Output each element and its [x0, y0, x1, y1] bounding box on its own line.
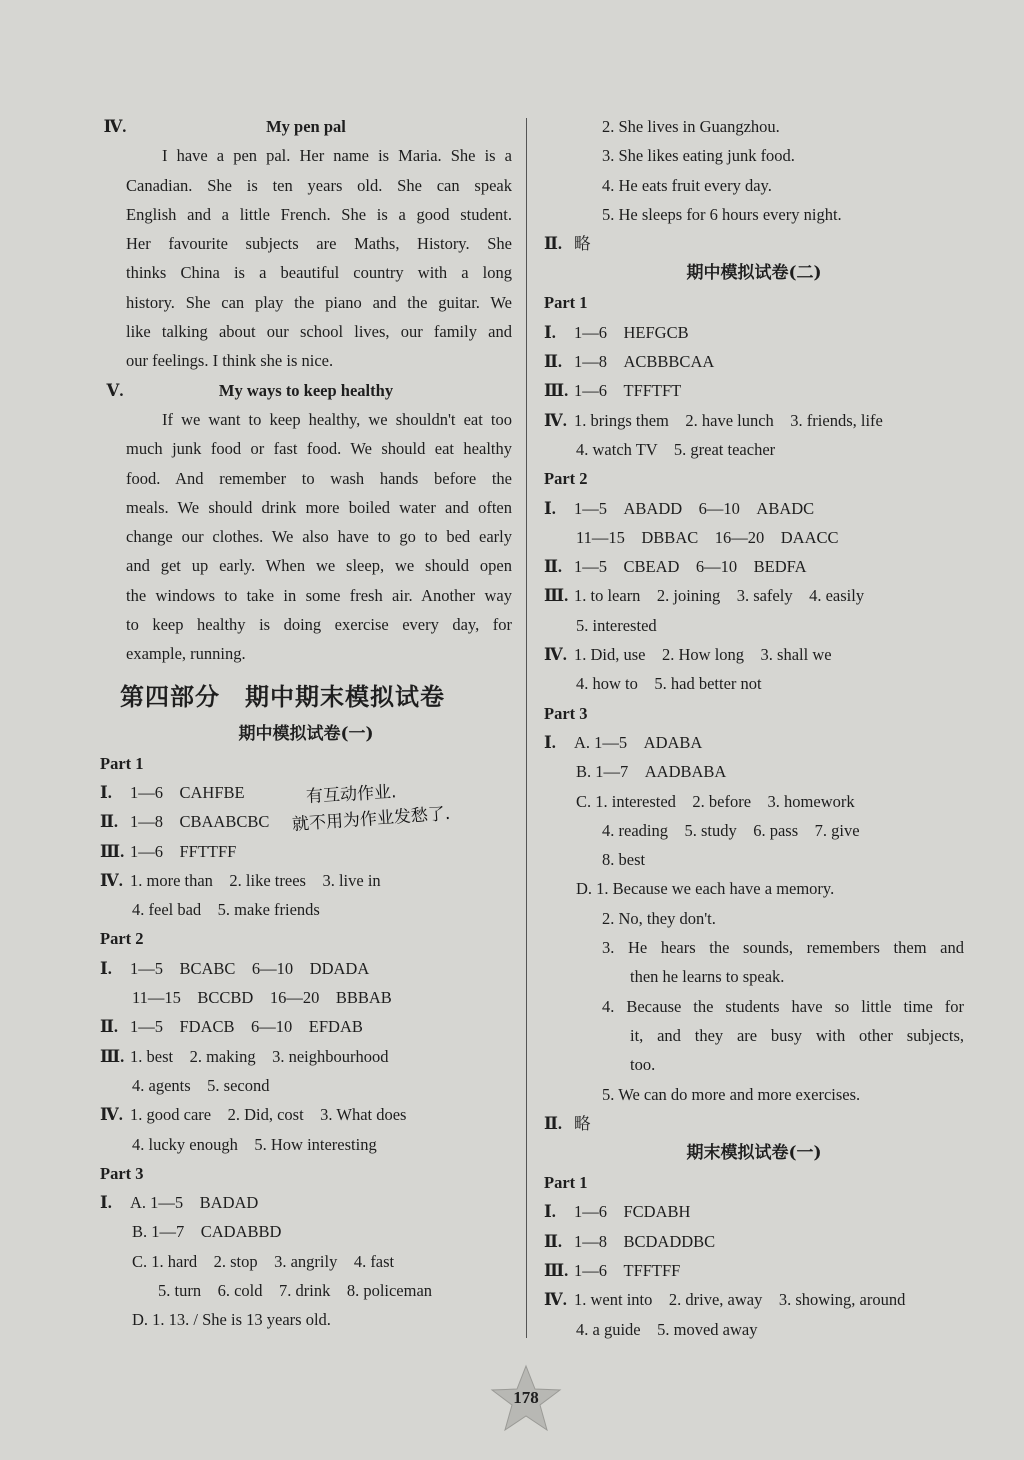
roman-numeral: Ⅱ. — [544, 1231, 563, 1251]
answer-row — [100, 837, 512, 866]
essay-line: meals. We should drink more boiled water and often — [126, 497, 512, 517]
roman-numeral: Ⅳ. — [544, 410, 567, 430]
answer-text: 1—5 FDACB 6—10 EFDAB — [130, 1017, 363, 1037]
handwritten-note-line2: 就不用为作业发愁了. — [291, 803, 451, 835]
answer-continuation: 5. turn 6. cold 7. drink 8. policeman — [158, 1280, 433, 1300]
essay-title-text: My ways to keep healthy — [218, 380, 394, 400]
answer-text: 1—5 BCABC 6—10 DDADA — [130, 958, 370, 978]
essay-v-title — [100, 376, 512, 405]
answer-row — [544, 1109, 964, 1138]
essay-line: If we want to keep healthy, we shouldn't eat too — [162, 409, 512, 429]
essay-line: Her favourite subjects are Maths, History. She — [126, 234, 512, 254]
answer-text: 1. best 2. making 3. neighbourhood — [130, 1046, 389, 1066]
exam-title: 期中模拟试卷(二) — [686, 263, 822, 284]
part-label: Part 1 — [100, 753, 144, 773]
answer-text: 1. to learn 2. joining 3. safely 4. easily — [574, 586, 865, 606]
answer-row — [544, 581, 964, 610]
roman-numeral: Ⅳ. — [100, 870, 123, 890]
answer-text: 略 — [574, 234, 591, 254]
answer-row — [544, 229, 964, 258]
roman-numeral: Ⅰ. — [544, 1202, 556, 1222]
roman-numeral: Ⅳ. — [544, 1290, 567, 1310]
essay-line: the windows to take in some fresh air. Another way — [126, 585, 512, 605]
essay-line: much junk food or fast food. We should eat healthy — [126, 439, 512, 459]
answer-text: 1—8 ACBBBCAA — [574, 352, 715, 372]
answer-row — [544, 1285, 964, 1314]
answer-text: 1—5 ABADD 6—10 ABADC — [574, 498, 815, 518]
answer-continuation: 5. interested — [576, 615, 657, 635]
answer-row — [544, 376, 964, 405]
answer-row — [544, 347, 964, 376]
answer-row — [544, 318, 964, 347]
page-number: 178 — [513, 1388, 539, 1407]
answer-row: 5. He sleeps for 6 hours every night. — [602, 204, 842, 224]
answer-text: A. 1—5 ADABA — [574, 732, 703, 752]
essay-line: change our clothes. We also have to go to bed early — [126, 527, 512, 547]
essay-line: history. She can play the piano and the guitar. We — [126, 292, 512, 312]
answer-continuation: 4. a guide 5. moved away — [576, 1319, 758, 1339]
answer-row — [544, 1197, 964, 1226]
answer-continuation: 4. feel bad 5. make friends — [132, 900, 320, 920]
answer-continuation: 4. reading 5. study 6. pass 7. give — [602, 820, 860, 840]
answer-row — [544, 1256, 964, 1285]
answer-row: D. 1. Because we each have a memory. — [576, 879, 835, 899]
answer-row — [544, 406, 964, 435]
answer-text: 1—6 CAHFBE — [130, 782, 245, 802]
answer-row: 3. He hears the sounds, remembers them and — [602, 938, 964, 958]
essay-title-text: My pen pal — [266, 117, 346, 136]
answer-text: 1—6 TFFTFF — [574, 1260, 681, 1280]
answer-row: B. 1—7 AADBABA — [576, 762, 727, 782]
essay-line: our feelings. I think she is nice. — [126, 351, 334, 371]
answer-row: 3. She likes eating junk food. — [602, 146, 795, 166]
answer-row — [544, 494, 964, 523]
answer-continuation: 8. best — [602, 850, 646, 870]
answer-row — [100, 1012, 512, 1041]
answer-row — [100, 866, 512, 895]
answer-text: 1—6 HEFGCB — [574, 322, 689, 342]
answer-text: 1. good care 2. Did, cost 3. What does — [130, 1105, 407, 1125]
roman-numeral: Ⅰ. — [100, 1193, 112, 1213]
answer-continuation: 11—15 BCCBD 16—20 BBBAB — [132, 988, 392, 1008]
essay-line: to keep healthy is doing exercise every day, for — [126, 615, 512, 635]
part-label: Part 2 — [100, 929, 144, 949]
answer-continuation: then he learns to speak. — [630, 967, 785, 987]
essay-line: thinks China is a beautiful country with a long — [126, 263, 512, 283]
roman-numeral: Ⅴ. — [106, 380, 124, 400]
roman-numeral: Ⅰ. — [544, 322, 556, 342]
essay-line: like talking about our school lives, our family and — [126, 322, 512, 342]
essay-line: I have a pen pal. Her name is Maria. She is a — [162, 146, 512, 166]
roman-numeral: Ⅱ. — [544, 234, 563, 254]
essay-line: food. And remember to wash hands before the — [126, 468, 512, 488]
answer-text: 1. brings them 2. have lunch 3. friends, life — [574, 410, 883, 430]
answer-row: 4. Because the students have so little time for — [602, 996, 964, 1016]
right-column — [544, 112, 964, 1344]
essay-iv-title — [100, 112, 512, 141]
answer-row: 5. We can do more and more exercises. — [602, 1084, 861, 1104]
roman-numeral: Ⅱ. — [544, 352, 563, 372]
answer-continuation: 4. watch TV 5. great teacher — [576, 439, 776, 459]
answer-continuation: 4. agents 5. second — [132, 1075, 270, 1095]
roman-numeral: Ⅳ. — [103, 117, 127, 136]
answer-text: 1. Did, use 2. How long 3. shall we — [574, 645, 832, 665]
part-label: Part 1 — [544, 1173, 588, 1193]
essay-line: example, running. — [126, 644, 246, 664]
answer-row: 2. No, they don't. — [602, 908, 716, 928]
roman-numeral: Ⅱ. — [544, 1113, 563, 1133]
section-heading: 第四部分 期中期末模拟试卷 — [120, 682, 445, 711]
answer-text: 1—6 TFFTFT — [574, 381, 682, 401]
answer-row — [544, 640, 964, 669]
answer-row — [544, 552, 964, 581]
answer-row — [544, 728, 964, 757]
part-label: Part 3 — [544, 703, 588, 723]
page-number-star — [490, 1364, 562, 1436]
roman-numeral: Ⅰ. — [100, 782, 112, 802]
answer-text: 略 — [574, 1113, 591, 1133]
handwritten-note-line1: 有互动作业. — [305, 782, 397, 807]
answer-text: 1—6 FFTTFF — [130, 841, 237, 861]
answer-row: 2. She lives in Guangzhou. — [602, 117, 780, 136]
answer-row: B. 1—7 CADABBD — [132, 1222, 282, 1242]
part-label: Part 1 — [544, 293, 588, 313]
answer-text: 1—5 CBEAD 6—10 BEDFA — [574, 557, 807, 577]
left-column — [100, 112, 512, 1335]
answer-row: C. 1. hard 2. stop 3. angrily 4. fast — [132, 1251, 395, 1271]
roman-numeral: Ⅰ. — [544, 732, 556, 752]
column-divider — [526, 118, 527, 1338]
answer-row: D. 1. 13. / She is 13 years old. — [132, 1310, 331, 1330]
answer-continuation: 4. how to 5. had better not — [576, 674, 762, 694]
roman-numeral: Ⅲ. — [544, 381, 569, 401]
exam-title: 期中模拟试卷(一) — [238, 723, 374, 744]
roman-numeral: Ⅲ. — [544, 586, 569, 606]
roman-numeral: Ⅱ. — [544, 557, 563, 577]
answer-row — [544, 1227, 964, 1256]
essay-line: English and a little French. She is a good student. — [126, 204, 512, 224]
answer-row: C. 1. interested 2. before 3. homework — [576, 791, 855, 811]
answer-row — [100, 1100, 512, 1129]
essay-line: Canadian. She is ten years old. She can speak — [126, 175, 512, 195]
roman-numeral: Ⅲ. — [100, 841, 125, 861]
answer-row — [100, 1042, 512, 1071]
answer-text: 1—8 BCDADDBC — [574, 1231, 716, 1251]
answer-continuation: it, and they are busy with other subjects, — [630, 1025, 964, 1045]
exam-title: 期末模拟试卷(一) — [686, 1143, 822, 1164]
answer-row — [100, 954, 512, 983]
answer-text: A. 1—5 BADAD — [130, 1193, 259, 1213]
essay-line: and get up early. When we sleep, we should open — [126, 556, 512, 576]
answer-text: 1. went into 2. drive, away 3. showing, around — [574, 1290, 906, 1310]
answer-text: 1—6 FCDABH — [574, 1202, 691, 1222]
roman-numeral: Ⅲ. — [100, 1046, 125, 1066]
roman-numeral: Ⅰ. — [544, 498, 556, 518]
answer-continuation: too. — [630, 1055, 656, 1075]
roman-numeral: Ⅳ. — [100, 1105, 123, 1125]
answer-row: 4. He eats fruit every day. — [602, 175, 772, 195]
roman-numeral: Ⅰ. — [100, 958, 112, 978]
roman-numeral: Ⅳ. — [544, 645, 567, 665]
answer-continuation: 11—15 DBBAC 16—20 DAACC — [576, 527, 839, 547]
answer-continuation: 4. lucky enough 5. How interesting — [132, 1134, 377, 1154]
roman-numeral: Ⅱ. — [100, 812, 119, 832]
answer-text: 1. more than 2. like trees 3. live in — [130, 870, 381, 890]
part-label: Part 3 — [100, 1163, 144, 1183]
part-label: Part 2 — [544, 469, 588, 489]
answer-text: 1—8 CBAABCBC — [130, 812, 270, 832]
roman-numeral: Ⅲ. — [544, 1260, 569, 1280]
roman-numeral: Ⅱ. — [100, 1017, 119, 1037]
answer-row — [100, 1188, 512, 1217]
